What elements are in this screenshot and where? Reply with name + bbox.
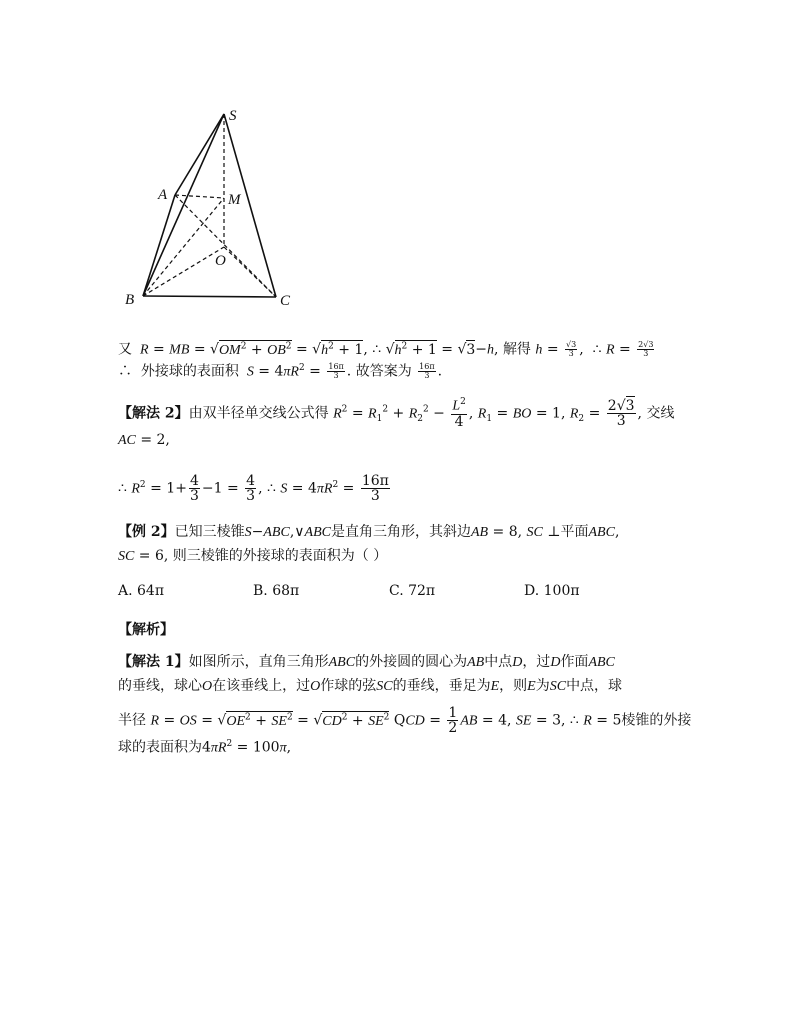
- method2-line-3: ∴ $R^2 = 1+$ $\frac{4}{3}$ −1 = $\frac{4}{3}$ , ∴ $S = 4\pi R^2$ = $\frac{16\pi}{3}$: [118, 473, 389, 504]
- choice-d: D. 100π: [524, 583, 580, 599]
- method1-line-4: 球的表面积为$4\pi R^2 = 100\pi$,: [118, 739, 292, 756]
- edge-AM: [175, 195, 224, 198]
- label-B: B: [125, 292, 135, 308]
- edge-BO: [143, 247, 224, 296]
- solution-line-1: 又 R = MB = $√OM^2 + OB^2 = √h^2 + 1$, ∴ $√h^2 + 1 = √3-h$, 解得 h = $\frac{√3}{3}$ , ∴ R = $\frac{2√3}{3}$: [118, 340, 654, 359]
- method1-line-2: 的垂线，球心O在该垂线上，过O作球的弦SC的垂线，垂足为E，则E为SC中点，球: [118, 678, 623, 694]
- label-C: C: [280, 293, 291, 309]
- label-O: O: [215, 253, 226, 269]
- choice-c: C. 72π: [389, 583, 436, 599]
- solution-line-2: ∴ 外接球的表面积 $S = 4\pi R^2$ = $\frac{16\pi}{3}$ . 故答案为 $\frac{16\pi}{3}$ .: [118, 362, 443, 381]
- example2-line-1: 【例 2】已知三棱锥S−ABC,∨ABC是直角三角形，其斜边AB = 8, SC ⊥平面ABC,: [118, 524, 620, 540]
- edge-SA: [175, 114, 224, 195]
- edge-SB: [143, 114, 224, 296]
- choice-a: A. 64π: [118, 583, 165, 599]
- edge-BC: [143, 296, 276, 297]
- label-A: A: [158, 187, 168, 203]
- example2-line-2: SC = 6, 则三棱锥的外接球的表面积为（ ）: [118, 548, 388, 564]
- choice-b: B. 68π: [253, 583, 300, 599]
- method2-line-2: AC = 2,: [118, 432, 170, 448]
- edge-AB: [143, 195, 175, 296]
- analysis-label: 【解析】: [118, 622, 174, 638]
- method1-line-3: 半径 R = OS = $√OE^2 + SE^2 = √CD^2 + SE^2$ QCD = $\frac{1}{2}$ AB = 4, SE = 3, ∴ R = 5棱锥的外接: [118, 705, 692, 736]
- pyramid-figure: [110, 100, 310, 315]
- label-M: M: [228, 192, 241, 208]
- method2-line-1: 【解法 2】由双半径单交线公式得 $R^2 = R_1^2 + R_2^2$ − $\frac{L^2}{4}$ , $R_1$ = BO = 1, $R_2$ = $\frac{2√3}{3}$ , 交线: [118, 397, 675, 430]
- method1-line-1: 【解法 1】如图所示，直角三角形ABC的外接圆的圆心为AB中点D，过D作面ABC: [118, 654, 615, 670]
- edge-BM: [143, 198, 224, 296]
- label-S: S: [229, 108, 237, 124]
